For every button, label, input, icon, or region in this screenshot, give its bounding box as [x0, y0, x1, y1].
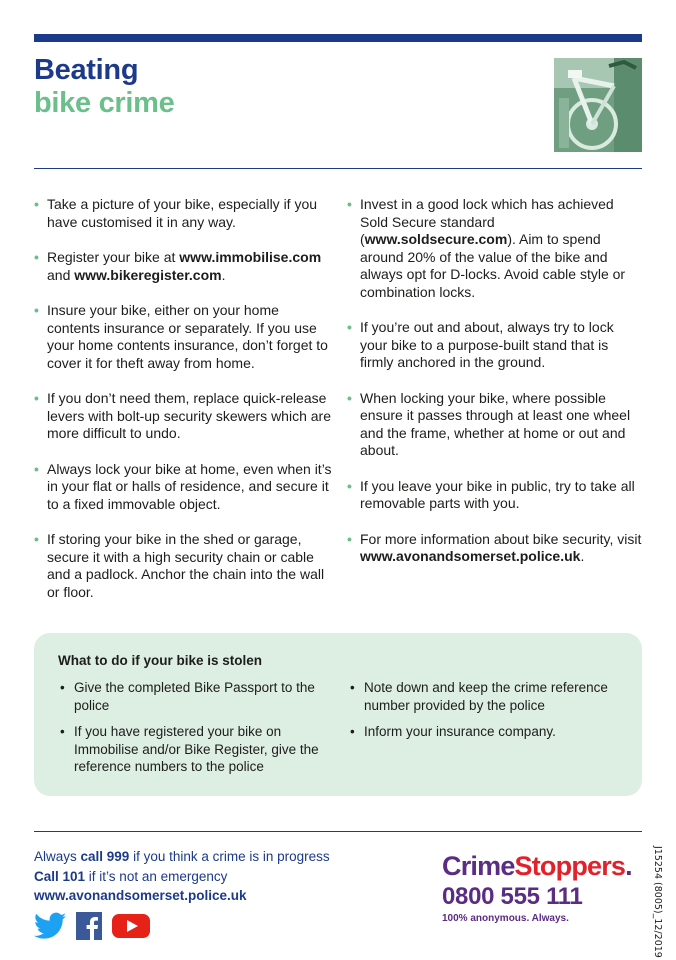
tip-item	[347, 531, 643, 566]
panel-list-item	[60, 679, 330, 714]
crimestoppers-phone: 0800 555 111	[442, 883, 583, 910]
tip-text: .	[580, 548, 585, 564]
tip-item	[34, 461, 334, 514]
non-emergency-line	[34, 867, 330, 887]
police-website-link[interactable]: www.avonandsomerset.police.uk	[360, 548, 581, 564]
bullet-icon: •	[60, 724, 65, 739]
contact-info	[34, 847, 330, 906]
soldsecure-link[interactable]: www.soldsecure.com	[364, 231, 508, 247]
top-rule	[34, 34, 642, 42]
tip-item	[34, 390, 334, 443]
tip-text: Always lock your bike at home, even when it’s in your flat or halls of residence, and secure it to a fixed immovable object.	[47, 460, 332, 512]
footer-text: if it’s not an emergency	[85, 868, 228, 884]
title-line-1: Beating	[34, 54, 139, 86]
tips-left-column	[34, 196, 334, 619]
footer-text: Always	[34, 849, 81, 864]
tip-item	[347, 196, 643, 301]
panel-item-text: Inform your insurance company.	[364, 724, 556, 739]
bullet-icon: •	[34, 390, 39, 406]
crimestoppers-name-part: Crime	[442, 851, 515, 881]
tip-text: and	[47, 266, 75, 283]
panel-list-item	[60, 723, 330, 776]
footer-website-link[interactable]: www.avonandsomerset.police.uk	[34, 888, 247, 903]
footer-divider	[34, 831, 642, 832]
tip-text: If you don’t need them, replace quick-release levers with bolt-up security skewers which are more difficult to undo.	[47, 390, 331, 441]
tip-text: If you’re out and about, always try to lock your bike to a purpose-built stand that is firmly anchored in the ground.	[360, 319, 614, 370]
bullet-icon: •	[34, 249, 39, 265]
bullet-icon: •	[350, 724, 355, 739]
crimestoppers-logo	[442, 850, 632, 926]
youtube-icon[interactable]	[112, 912, 150, 940]
tip-text: If storing your bike in the shed or garage, secure it with a high security chain or cable and a padlock. Anchor the chain into the wall or floor.	[47, 531, 325, 600]
tip-text: .	[221, 266, 226, 283]
bikeregister-link[interactable]: www.bikeregister.com	[74, 266, 222, 283]
bullet-icon: •	[350, 680, 355, 695]
tip-item	[34, 196, 334, 231]
panel-left-column	[60, 679, 330, 785]
tip-text: When locking your bike, where possible ensure it passes through at least one wheel and the frame, whether at home or out and about.	[360, 389, 631, 458]
twitter-icon[interactable]	[34, 912, 66, 940]
footer-text: if you think a crime is in progress	[129, 849, 330, 864]
tip-item	[34, 249, 334, 284]
panel-item-text: Give the completed Bike Passport to the police	[74, 680, 315, 713]
panel-item-text: Note down and keep the crime reference number provided by the police	[364, 680, 608, 713]
bullet-icon: •	[34, 460, 39, 477]
crimestoppers-name-part: .	[625, 851, 632, 881]
bullet-icon: •	[34, 302, 39, 318]
reference-code	[649, 846, 669, 958]
tip-text: ). Aim to spend around 20% of the value of the bike and always opt for D-locks. Avoid cable style or combination locks.	[360, 231, 626, 300]
tips-right-column	[347, 196, 643, 584]
tip-text: For more information about bike security, visit	[360, 530, 642, 547]
tip-text: Take a picture of your bike, especially if you have customised it in any way.	[47, 196, 318, 230]
tip-item	[347, 478, 643, 513]
crimestoppers-wordmark	[442, 850, 632, 882]
tip-item	[347, 319, 643, 372]
crimestoppers-name-part: Stoppers	[514, 851, 626, 881]
immobilise-link[interactable]: www.immobilise.com	[179, 249, 322, 265]
footer-website[interactable]	[34, 886, 330, 906]
bullet-icon: •	[34, 531, 39, 547]
call-101-text: Call 101	[34, 868, 86, 884]
page-title	[34, 54, 174, 120]
tip-item	[34, 302, 334, 372]
bullet-icon: •	[347, 389, 352, 406]
panel-list-item	[350, 679, 620, 714]
panel-list-item	[350, 723, 620, 741]
tip-text: If you leave your bike in public, try to take all removable parts with you.	[360, 477, 635, 511]
facebook-icon[interactable]	[76, 912, 102, 940]
emergency-line	[34, 847, 330, 867]
tip-item	[34, 531, 334, 601]
reference-code-text: J15254 (8005)_12/2019	[652, 846, 663, 958]
panel-item-text: If you have registered your bike on Immobilise and/or Bike Register, give the reference numbers to the police	[74, 724, 319, 774]
stolen-bike-panel	[34, 633, 642, 796]
bullet-icon: •	[347, 319, 352, 335]
tip-text: Insure your bike, either on your home contents insurance or separately. If you use your home contents insurance, don’t forget to cover it for theft away from home.	[47, 302, 328, 371]
tip-item	[347, 390, 643, 460]
social-links	[34, 912, 150, 940]
panel-right-column	[350, 679, 620, 750]
bullet-icon: •	[347, 477, 352, 494]
bike-photo	[554, 58, 642, 152]
tip-text: Register your bike at	[47, 249, 180, 265]
tip-text: Invest in a good lock which has achieved Sold Secure standard (	[360, 196, 614, 247]
bullet-icon: •	[347, 530, 352, 547]
bike-photo-image	[554, 58, 642, 152]
header-divider	[34, 168, 642, 169]
bullet-icon: •	[34, 196, 39, 212]
title-line-2: bike crime	[34, 87, 175, 119]
panel-heading: What to do if your bike is stolen	[58, 653, 263, 668]
call-999-text: call 999	[80, 849, 130, 864]
bullet-icon: •	[347, 196, 352, 212]
bullet-icon: •	[60, 680, 65, 695]
crimestoppers-tagline: 100% anonymous. Always.	[442, 913, 569, 924]
